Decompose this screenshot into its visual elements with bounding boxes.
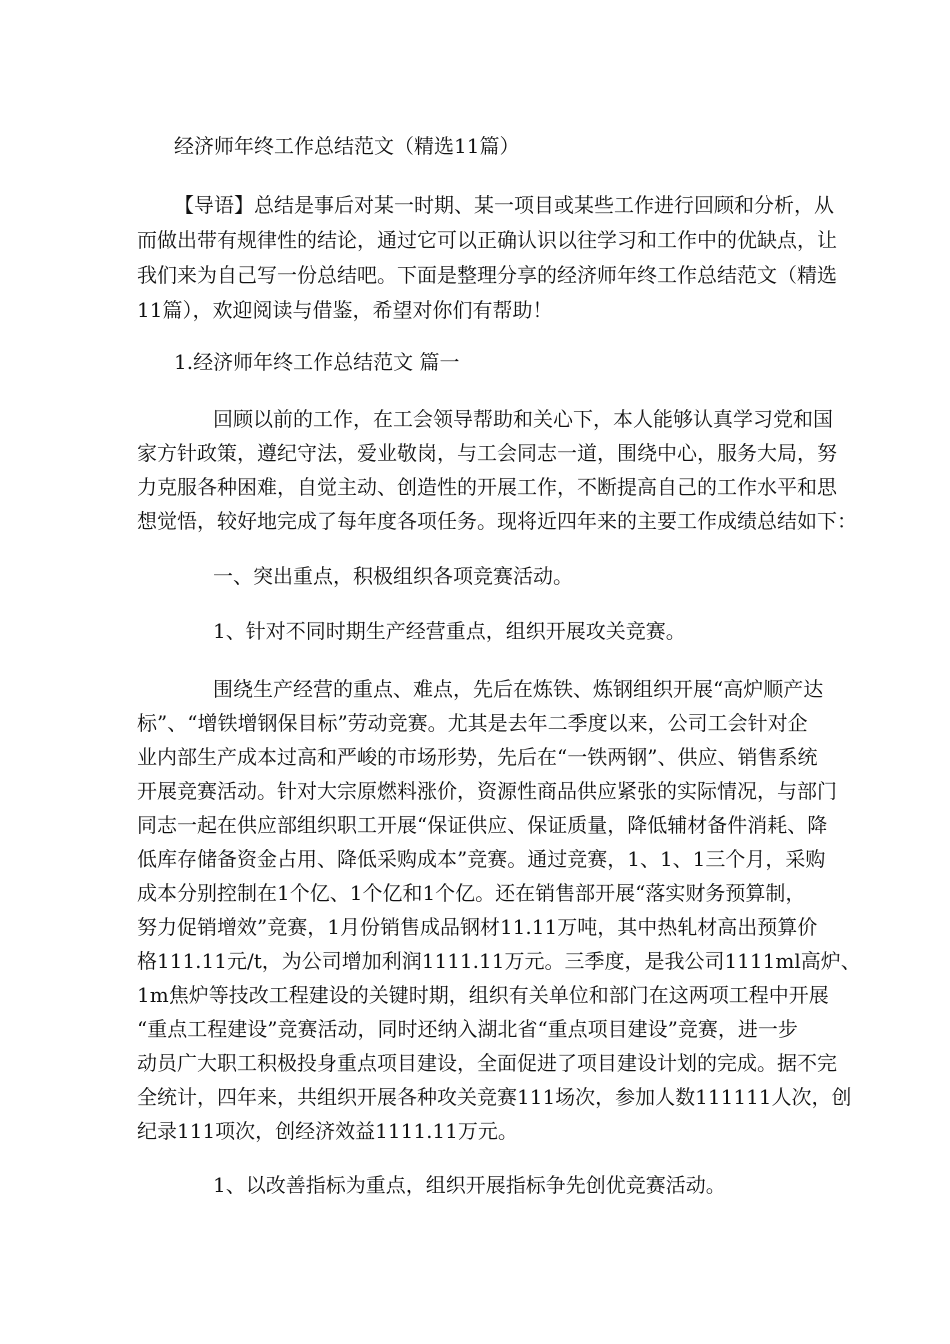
subheading-indicators: 1、以改善指标为重点，组织开展指标争先创优竞赛活动。 <box>213 1173 726 1197</box>
intro-line: 我们来为自己写一份总结吧。下面是整理分享的经济师年终工作总结范文（精选 <box>137 263 837 287</box>
paragraph-line: 想觉悟，较好地完成了每年度各项任务。现将近四年来的主要工作成绩总结如下： <box>137 509 857 533</box>
paragraph-line: 围绕生产经营的重点、难点，先后在炼铁、炼钢组织开展“高炉顺产达 <box>213 677 824 701</box>
paragraph-line: 力克服各种困难，自觉主动、创造性的开展工作，不断提高自己的工作水平和思 <box>137 475 837 499</box>
paragraph-line: 动员广大职工积极投身重点项目建设，全面促进了项目建设计划的完成。据不完 <box>137 1051 837 1075</box>
paragraph-line: 家方针政策，遵纪守法，爱业敬岗，与工会同志一道，围绕中心，服务大局，努 <box>137 441 837 465</box>
paragraph-line: 格111.11元/t，为公司增加利润1111.11万元。三季度，是我公司1111ml高炉、 <box>137 949 861 973</box>
heading-one: 一、突出重点，积极组织各项竞赛活动。 <box>213 564 573 588</box>
intro-line: 【导语】总结是事后对某一时期、某一项目或某些工作进行回顾和分析，从 <box>174 193 834 217</box>
section-heading: 1.经济师年终工作总结范文 篇一 <box>174 350 460 374</box>
paragraph-line: 成本分别控制在1个亿、1个亿和1个亿。还在销售部开展“落实财务预算制， <box>137 881 806 905</box>
paragraph-line: 纪录111项次，创经济效益1111.11万元。 <box>137 1119 518 1143</box>
paragraph-line: 标”、“增铁增钢保目标”劳动竞赛。尤其是去年二季度以来，公司工会针对企 <box>137 711 808 735</box>
paragraph-line: 业内部生产成本过高和严峻的市场形势，先后在“一铁两钢”、供应、销售系统 <box>137 745 818 769</box>
document-title: 经济师年终工作总结范文（精选11篇） <box>174 134 520 158</box>
intro-line: 而做出带有规律性的结论，通过它可以正确认识以往学习和工作中的优缺点，让 <box>137 228 837 252</box>
paragraph-line: 低库存储备资金占用、降低采购成本”竞赛。通过竞赛，1、1、1三个月，采购 <box>137 847 826 871</box>
paragraph-line: 努力促销增效”竞赛，1月份销售成品钢材11.11万吨，其中热轧材高出预算价 <box>137 915 818 939</box>
paragraph-line: 回顾以前的工作，在工会领导帮助和关心下，本人能够认真学习党和国 <box>213 407 833 431</box>
paragraph-line: 全统计，四年来，共组织开展各种攻关竞赛111场次，参加人数111111人次，创 <box>137 1085 852 1109</box>
paragraph-line: 同志一起在供应部组织职工开展“保证供应、保证质量，降低辅材备件消耗、降 <box>137 813 828 837</box>
paragraph-line: 开展竞赛活动。针对大宗原燃料涨价，资源性商品供应紧张的实际情况，与部门 <box>137 779 837 803</box>
paragraph-line: 1m焦炉等技改工程建设的关键时期，组织有关单位和部门在这两项工程中开展 <box>137 983 829 1007</box>
paragraph-line: “重点工程建设”竞赛活动，同时还纳入湖北省“重点项目建设”竞赛，进一步 <box>137 1017 798 1041</box>
intro-line: 11篇），欢迎阅读与借鉴，希望对你们有帮助！ <box>137 298 553 322</box>
subheading-competition: 1、针对不同时期生产经营重点，组织开展攻关竞赛。 <box>213 619 686 643</box>
